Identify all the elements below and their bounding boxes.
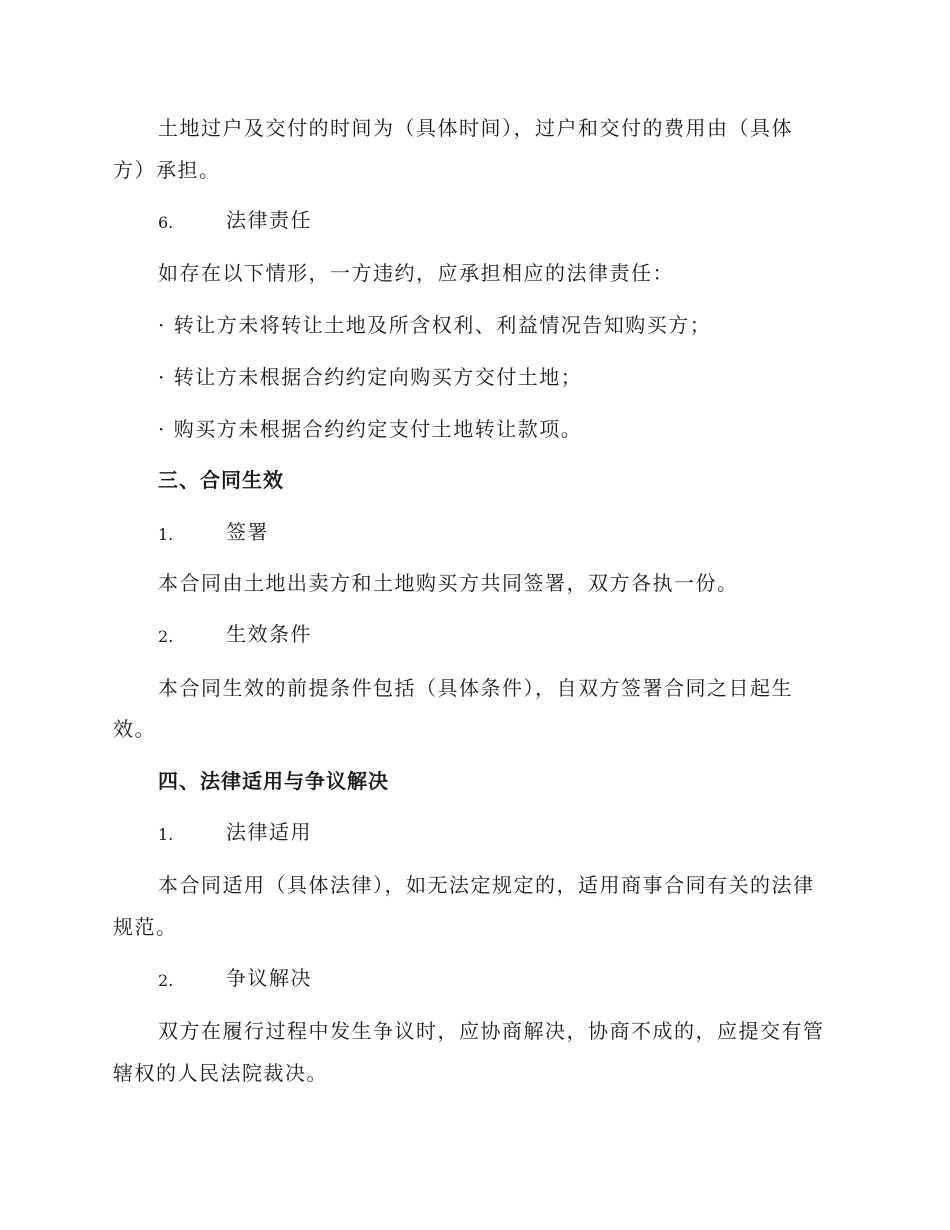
- section-6-number: 6.: [158, 213, 174, 232]
- section-3-item-1-text: 本合同由土地出卖方和土地购买方共同签署，双方各执一份。: [158, 571, 739, 595]
- section-4-item-2-text-line-1: 双方在履行过程中发生争议时，应协商解决，协商不成的，应提交有管: [158, 1019, 825, 1043]
- section-4-item-1-text-line-1: 本合同适用（具体法律），如无法定规定的，适用商事合同有关的法律: [158, 873, 815, 897]
- section-3-item-1-title: 签署: [226, 520, 269, 544]
- liability-bullet-3: · 购买方未根据合约约定支付土地转让款项。: [158, 417, 583, 441]
- section-4-item-1-number: 1.: [158, 825, 174, 844]
- section-3-heading: 三、合同生效: [158, 468, 284, 492]
- section-4-heading: 四、法律适用与争议解决: [158, 769, 389, 793]
- section-4-item-2-number: 2.: [158, 971, 174, 990]
- section-3-item-1-number: 1.: [158, 525, 174, 544]
- section-4-item-1-text-line-2: 规范。: [113, 915, 178, 939]
- liability-bullet-1: · 转让方未将转让土地及所含权利、利益情况告知购买方；: [158, 313, 712, 337]
- section-3-item-2-title: 生效条件: [226, 622, 312, 646]
- liability-bullet-2: · 转让方未根据合约约定向购买方交付土地；: [158, 365, 583, 389]
- section-3-item-2-text-line-2: 效。: [113, 717, 156, 741]
- section-4-item-2-title: 争议解决: [226, 966, 312, 990]
- transfer-time-paragraph-line-2: 方）承担。: [113, 158, 221, 182]
- section-4-item-1-title: 法律适用: [226, 820, 312, 844]
- section-3-item-2-text-line-1: 本合同生效的前提条件包括（具体条件），自双方签署合同之日起生: [158, 676, 793, 700]
- section-4-item-2-text-line-2: 辖权的人民法院裁决。: [113, 1061, 328, 1085]
- transfer-time-paragraph-line-1: 土地过户及交付的时间为（具体时间），过户和交付的费用由（具体: [158, 116, 793, 140]
- section-3-item-2-number: 2.: [158, 627, 174, 646]
- section-6-title: 法律责任: [226, 208, 312, 232]
- liability-intro: 如存在以下情形，一方违约，应承担相应的法律责任：: [158, 261, 674, 285]
